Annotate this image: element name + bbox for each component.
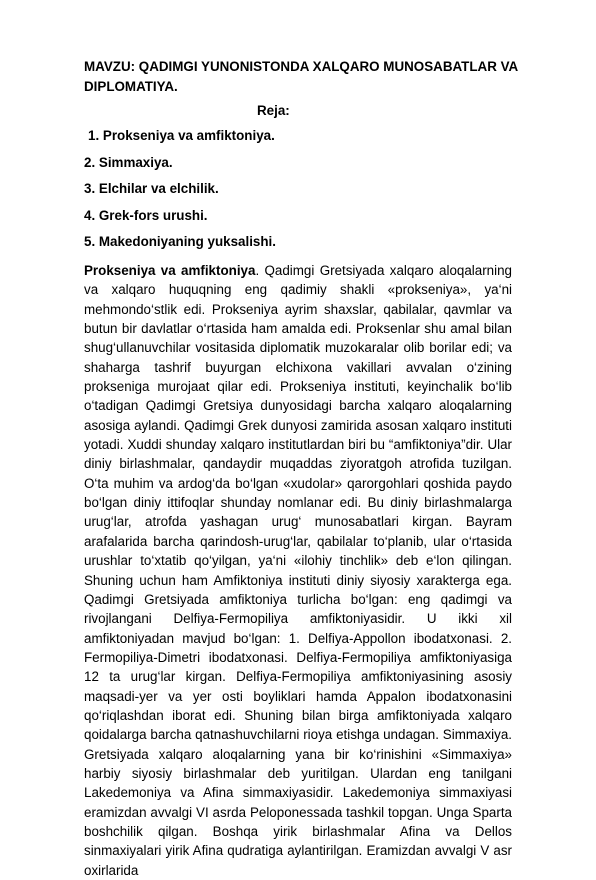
plan-item: 3. Elchilar va elchilik. (84, 181, 219, 196)
plan-heading: Reja: (257, 103, 290, 118)
plan-item: 4. Grek-fors urushi. (84, 207, 208, 223)
plan-item: 2. Simmaxiya. (84, 154, 173, 170)
section-lead: Prokseniya va amfiktoniya (84, 263, 256, 278)
plan-item: 5. Makedoniyaning yuksalishi. (84, 234, 276, 249)
body-paragraph (84, 261, 512, 880)
section-text: . Qadimgi Gretsiyada xalqaro aloqalarning va xalqaro huquqning eng qadimiy shakli «prokseniya», ya‘ni mehmondo‘stlik edi. Prokseniya ayrim shaxslar, qabilalar, qavmlar va butun bir davlatlar o‘rtasida ham amalda edi. Proksenlar shu amal bilan shug‘ullanuvchilar vositasida diplomatik muzokaralar olib borilar edi; va shaharga tashrif buyurgan elchixona vakillari avvalan o‘zining prokseniga murojaat qilar edi. Prokseniya instituti, keyinchalik bo‘lib o‘tadigan Qadimgi Gretsiya dunyosidagi barcha xalqaro aloqalarning asosiga aylandi. Qadimgi Grek dunyosi zamirida asosan xalqaro instituti yotadi. Xuddi shunday xalqaro institutlardan biri bu “amfiktoniya”dir. Ular diniy birlashmalar, qandaydir muqaddas ziyoratgoh atrofida tuzilgan. O‘ta muhim va ardog‘da bo‘lgan «xudolar» qarorgohlari qoshida paydo bo‘lgan diniy ittifoqlar shunday nomlanar edi. Bu diniy birlashmalarga urug‘lar, atrofda yashagan urug‘ munosabatlari kirgan. Bayram arafalarida barcha qarindosh-urug‘lar, qabilalar to‘planib, ular o‘rtasida urushlar to‘xtatib qo‘yilgan, ya‘ni «ilohiy tinchlik» deb e‘lon qilingan. Shuning uchun ham Amfiktoniya instituti diniy siyosiy xarakterga ega. Qadimgi Gretsiyada amfiktoniya turlicha bo‘lgan: eng qadimgi va rivojlangani Delfiya-Fermopiliya amfiktoniyasidir. U ikki xil amfiktoniyadan mavjud bo‘lgan: 1. Delfiya-Appollon ibodatxonasi. 2. Fermopiliya-Dimetri ibodatxonasi. Delfiya-Fermopiliya amfiktoniyasiga 12 ta urug‘lar kirgan. Delfiya-Fermopiliya amfiktoniyasining asosiy maqsadi-yer va yer osti boyliklari hamda Appalon ibodatxonasini qo‘riqlashdan iborat edi. Shuning bilan birga amfiktoniyada xalqaro qoidalarga barcha qatnashuvchilarni rioya etishga undagan. Simmaxiya. Gretsiyada xalqaro aloqalarning yana bir ko‘rinishini «Simmaxiya» harbiy siyosiy birlashmalar deb yuritilgan. Ulardan eng tanilgani Lakedemoniya va Afina simmaxiyasidir. Lakedemoniya simmaxiyasi eramizdan avvalgi VI asrda Peloponessada tashkil topgan. Unga Sparta boshchilik qilgan. Boshqa yirik birlashmalar Afina va Dellos sinmaxiyalari yirik Afina qudratiga aylantirilgan. Eramizdan avvalgi V asr oxirlarida (84, 263, 512, 878)
document-title: MAVZU: QADIMGI YUNONISTONDA XALQARO MUNOSABATLAR VA DIPLOMATIYA. (84, 59, 518, 94)
plan-list (84, 127, 276, 260)
plan-item: 1. Prokseniya va amfiktoniya. (88, 128, 275, 143)
